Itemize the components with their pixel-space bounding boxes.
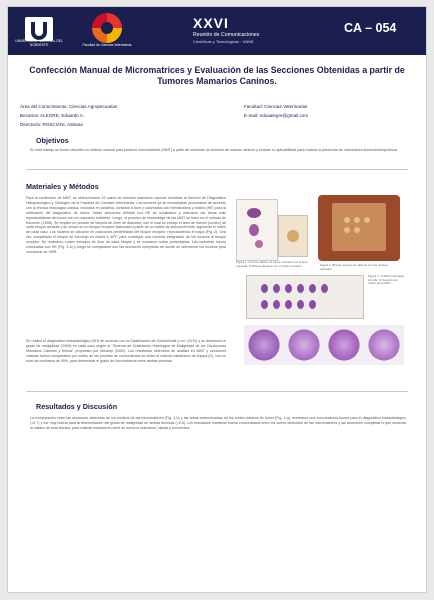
figure-1-caption: Figura 1. a) Corte clásico de tumor mamario con el área marcada. b) Bloque donante con el núcleo extraído.: [236, 260, 308, 268]
tissue-spot: [247, 208, 261, 218]
section-resultados-heading: Resultados y Discusión: [36, 402, 118, 411]
meta-email: E-mail: eduaalegre@gmail.com: [244, 113, 309, 118]
mmt-core: [309, 284, 316, 293]
materiales-text-2: Se realizó el diagnóstico histopatológico (DH) de acuerdo con la Clasificación de Goldschmidt y col. (2011) y se determinó el grado de malignidad (GHM) en cada caso según el "Sistema de Graduación Histológica de Malignidad de los Carcinomas Mamarios Caninos y felinos" propuesto por Misdorp (2002). Los resultados obtenidos de análisis en MMT y secciones clásicas fueron comparados por medio de las pruebas de concordancia se utilizó el método estadístico de Kappa (K), con un nivel de confianza de 95%, para determinar el grado de concordancia entre ambas pruebas.: [26, 339, 226, 363]
meta-area: Área del Conocimiento: Ciencias Agropecuarias: [20, 104, 118, 109]
event-number: XXVI: [193, 15, 229, 31]
mmt-core: [321, 284, 328, 293]
mmt-core: [297, 284, 304, 293]
micrograph: [246, 327, 282, 363]
resultados-text: La comparación entre las secciones obtenidas de los núcleos de las micromatrices (Fig. 3-b) y las áreas seleccionadas de los cortes clásicos de tumor (Fig. 1-a), mostraron una concordancia buena para el diagnóstico histopatológico (=0,7) y fue muy buena para la determinación del grado de malignidad en ambas técnicas (=0,8). Los resultados muestran buena concordancia entre los cortes obtenidos de las micromatrices y las secciones completas lo que sustenta la validez de esta técnica, para realizar estudios en serie de tumores mamarios, rápida y económica.: [30, 416, 406, 430]
mmt-core: [309, 300, 316, 309]
mmt-core: [285, 300, 292, 309]
mold-core: [344, 217, 350, 223]
poster-title: Confección Manual de Micromatrices y Evaluación de las Secciones Obtenidas a partir de Tumores Mamarios Caninos.: [29, 65, 405, 86]
section-divider: [26, 169, 408, 170]
figure-2-caption: Figura 2. Bloque receptor de silicona con los núcleos ubicados.: [320, 263, 388, 271]
meta-becario: Becarios: ALEGRE, Eduardo A.: [20, 113, 85, 118]
section-divider: [26, 391, 408, 392]
section-materiales-heading: Materiales y Métodos: [26, 182, 99, 191]
poster-code: CA – 054: [344, 21, 397, 35]
micrograph: [366, 327, 402, 363]
fcv-logo-center: [101, 22, 113, 34]
figure-2-mold: [318, 195, 400, 261]
materiales-text-1: Para la confección de MMT, se seleccionaron 22 casos de tumores mamarios caninos remitidos al Servicio de Diagnóstico Histopatológico y Citológico de la Facultad de Ciencias Veterinarias. Los tumores ya se encontraban procesados de acuerdo con la técnica histológica clásica, incluidos en parafina, cortados a 5um y coloreados con hematoxilina y eosina (HE) para la realización del diagnóstico de rutina. Sobre secciones teñidas con HE se localizaron y marcaron las áreas más representativas del tumor con un marcador indeleble. Luego, el proceso de ensamblaje de las MMT se basó en el método de Kononen (1998). Se empleó un punzón de biopsia de 2mm de diámetro, con el cual se extrajo el área de interés (núcleo) de cada bloque donante y se colocó en un bloque receptor elaborado a partir de un molde de silicona flexible, siguiendo el orden de cada caso. Los núcleos se ubicaron en posiciones predefinidas del bloque receptor, reproduciendo el mapa (Fig. 2). Una vez completado el bloque se introdujo en estufa a 40ºC para conseguir una correcta integración de los núcleos al bloque receptor. Se realizaron cortes seriados de 5um de cada bloque y se montaron sobre portaobjetos. Las muestras fueron coloreadas con HE (Fig. 3-a) y luego se compararon con las secciones completas de donde se obtuvieron los núcleos para corroborar su VMR.: [26, 196, 226, 254]
tissue-spot: [255, 240, 263, 248]
mmt-core: [273, 284, 280, 293]
poster: [7, 6, 427, 593]
mmt-core: [273, 300, 280, 309]
event-name: Reunión de Comunicaciones: [193, 32, 260, 38]
mold-core: [344, 227, 350, 233]
mmt-core: [297, 300, 304, 309]
micrograph: [326, 327, 362, 363]
mold-core: [354, 217, 360, 223]
micrograph: [286, 327, 322, 363]
meta-director: Director/a: ROSCIANI, Adriana: [20, 122, 83, 127]
objetivos-text: En este trabajo se buscó describir un método manual para producir micromatrices (MMT) a partir de muestras de tumores de mamas caninos y evaluar su aplicabilidad para evaluar la presencia de marcadores inmunohistoquímicos.: [30, 148, 399, 152]
unne-logo-text: UNIVERSIDAD NACIONAL DEL NORDESTE: [15, 39, 63, 47]
figure-3a-mmt-slide: [246, 275, 364, 319]
mmt-core: [261, 300, 268, 309]
figure-1a-slide: [236, 199, 278, 261]
mold-core: [354, 227, 360, 233]
mold-core: [364, 217, 370, 223]
block-core: [287, 230, 299, 242]
figure-3b-micrographs: [244, 325, 404, 365]
poster-header: [8, 7, 426, 55]
meta-facultad: Facultad: Ciencias Veterinarias: [244, 104, 308, 109]
mmt-core: [261, 284, 268, 293]
fcv-logo-text: Facultad de Ciencias Veterinarias: [82, 43, 132, 47]
section-objetivos-heading: Objetivos: [36, 136, 69, 145]
figure-1b-block: [278, 215, 308, 257]
mmt-core: [285, 284, 292, 293]
event-subtitle: Científicas y Tecnológicas · UNNE: [193, 39, 254, 44]
figure-3-caption: Figura 3. a) MMT coloreada con HE. b) Sección del núcleo de la MMT.: [368, 274, 404, 286]
tissue-spot: [249, 224, 259, 236]
